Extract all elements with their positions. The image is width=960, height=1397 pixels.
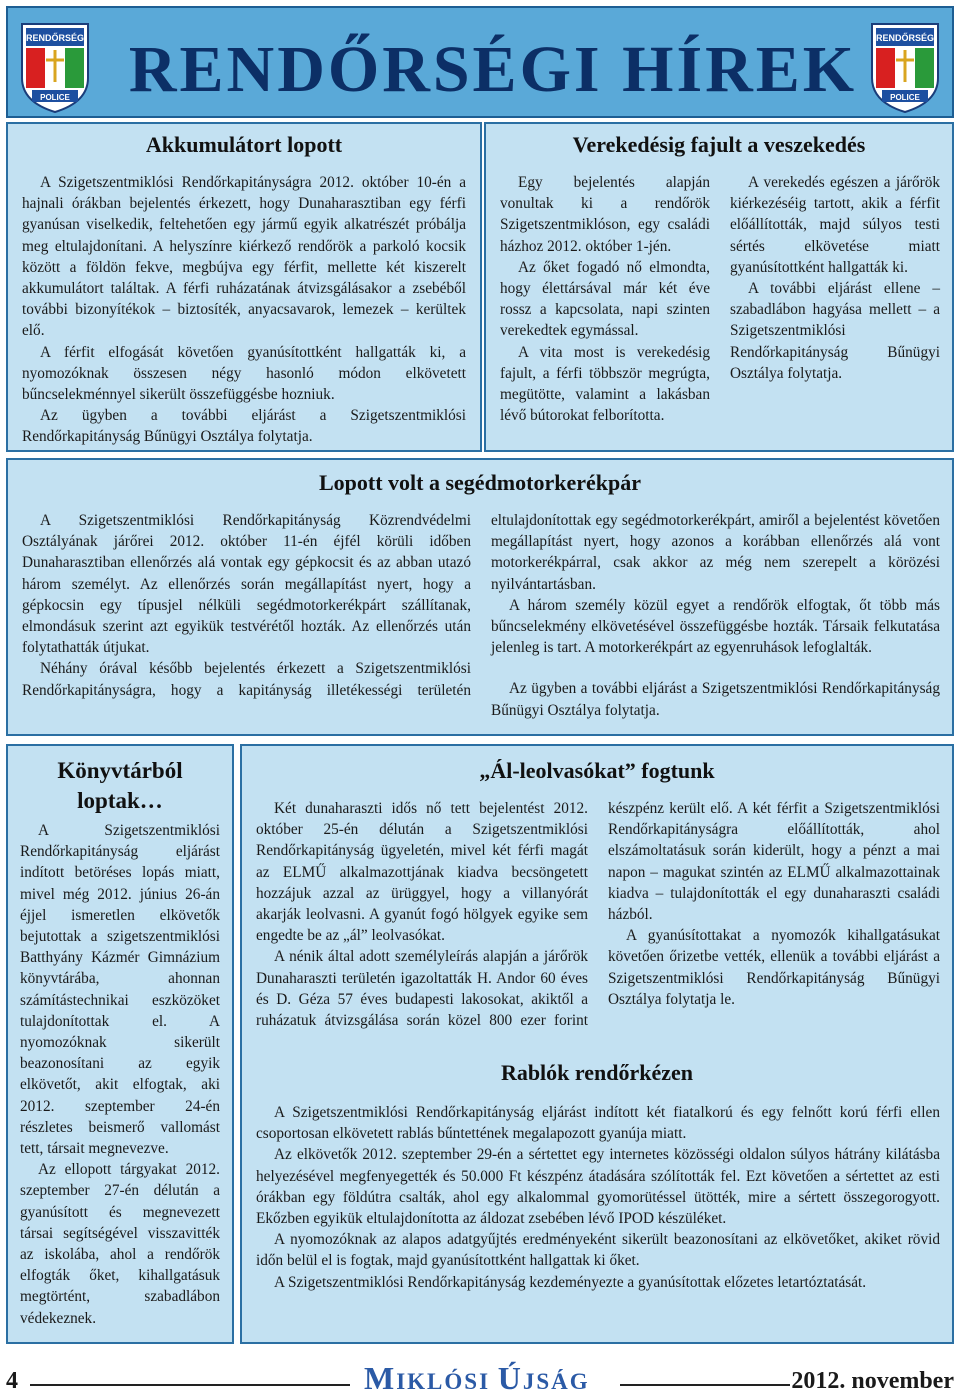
article-title: Akkumulátort lopott [145,132,343,157]
article-paragraph: Az ellopott tárgyakat 2012. szeptember 27-én délután a gyanúsított és megnevezett társai segítségével visszavitték az iskolába, ahol a rendőrök elfogták őket, kihallgatásuk megtörtént, szabadlábon védekeznek. [20,1161,220,1327]
article-paragraph: A verekedés egészen a járőrök kiérkezéséig tartott, akik a férfit előállították, majd súlyos testi sértés elkövetése miatt gyanúsítottként hallgatták ki. [730,174,940,276]
police-badge-right-icon [868,20,942,114]
article-paragraph: A nyomozóknak az alapos adatgyűjtés eredményeként sikerült beazonosítani az elkövetőket, akiket rövid időn belül el is fogtak, majd gyanúsítottként hallgattak ki őket. [256,1231,940,1270]
issue-date: 2012. november [791,1368,954,1394]
article-box-right [240,744,954,1344]
article-paragraph: Néhány órával később bejelentés érkezett a Szigetszentmiklósi Rendőrkapitányságra, hogy a kapitányság illetékességi területén eltulajdonítottak egy segédmotorkerékpárt, amiről a bejelentést követően megállapítást nyert, hogy azonos a korábban ellenőrzés alá vont motorkerékpárral, csak akkor az még nem szerepelt a körözési nyilvántartásban. [22,512,940,699]
article-body-rablok [256,1102,940,1293]
footer-rule-left [30,1384,350,1386]
newspaper-name: MIKLÓSI ÚJSÁG [364,1360,590,1396]
article-title: Verekedésig fajult a veszekedés [572,132,866,157]
article-paragraph: Az ügyben a további eljárást a Szigetszentmiklósi Rendőrkapitányság Bűnügyi Osztálya folytatja. [491,680,940,719]
page-title: RENDŐRSÉGI HÍREK [128,33,858,106]
article-segedmotor [6,458,954,736]
article-paragraph: Két dunaharaszti idős nő tett bejelentést 2012. október 25-én délután a Szigetszentmiklósi Rendőrkapitányság ügyeletén, mivel két férfi magát az ELMŰ alkalmazottjának kiadva becsöngetett hozzájuk azzal az ürüggyel, hogy a villanyórát akarják leolvasni. A gyanút fogó hölgyek egyike sem engedte be az „ál” leolvasókat. [256,800,588,945]
svg-text:RENDŐRSÉG: RENDŐRSÉG [25,33,85,43]
police-badge-left-icon [18,20,92,114]
article-title: Lopott volt a segédmotorkerékpár [318,470,641,495]
article-paragraph: A nénik által adott személyleírás alapján a járőrök Dunaharaszti területén igazoltatták H. Andor 60 éves és D. Géza 57 éves budapesti lakosokat, akiktől a ruházatuk átvizsgálása során közel 800 ezer forint készpénz került elő. A két férfit a Szigetszentmiklósi Rendőrkapitányságra előállították, ahol elszámoltatásuk során kiderült, hogy a pénzt a mai napon – magukat szintén az ELMŰ alkalmazottainak kiadva – tulajdonították el egy dunaharaszti családi házból. [256,800,940,1030]
article-paragraph: A férfit elfogását követően gyanúsítottként hallgatták ki, a nyomozóknak összesen négy hasonló módon elkövetett bűncselekménnyel sikerült összefüggésbe hozniuk. [22,343,466,404]
article-title-alleolvaso: „Ál-leolvasókat” fogtunk [479,758,715,783]
masthead-banner [6,6,954,118]
svg-text:RENDŐRSÉG: RENDŐRSÉG [875,33,935,43]
page-number: 4 [6,1368,18,1394]
article-paragraph: Az ügyben a további eljárást a Szigetszentmiklósi Rendőrkapitányság Bűnügyi Osztálya folytatja. [22,407,466,446]
article-paragraph: A Szigetszentmiklósi Rendőrkapitányság eljárást indított két fiatalkorú és egy felnőtt korú férfi ellen csoportosan elkövetett rablás bűntettének megalapozott gyanúja miatt. [256,1104,940,1143]
article-paragraph: A három személy közül egyet a rendőrök elfogtak, őt több más bűncselekmény elkövetésével összefüggésbe hozták. Társaik felkutatása jelenleg is tart. A motorkerékpárt az egyenruhások lefoglalták. [491,596,940,657]
article-paragraph: Egy bejelentés alapján vonultak ki a rendőrök Szigetszentmiklóson, egy családi házhoz 2012. október 1-jén. [500,174,710,255]
article-paragraph: Az elkövetők 2012. szeptember 29-én a sértettet egy internetes közösségi oldalon súlyos hátrány kilátásba helyezésével megfenyegették és 50.000 Ft készpénz átadására szólították fel. Ezt követően a sértettet az esti órákban egy földútra csalták, ahol egy alkalommal gyomorütéssel ütötték, mire a sértett összegorogyott. Ekőzben egyikük eltulajdonította az áldozat zsebében lévő IPOD készüléket. [256,1146,940,1228]
article-konyvtar [6,744,234,1344]
article-paragraph: A gyanúsítottakat a nyomozók kihallgatásukat követően őrizetbe vették, ellenük a további eljárást a Szigetszentmiklósi Rendőrkapitányság Bűnügyi Osztálya folytatja le. [608,927,940,1008]
article-body [20,820,220,1329]
article-title: Könyvtárból loptak… [57,758,183,813]
article-paragraph: Az őket fogadó nő elmondta, hogy élettársával már két éve rossz a kapcsolata, napi szinten verekedtek egymással. [500,258,710,340]
article-paragraph: A vita most is verekedésig fajult, a férfi többször megrúgta, megütötte, valamint a lakásban lévő bútorokat felborította. [500,343,710,425]
article-paragraph: A Szigetszentmiklósi Rendőrkapitányságra 2012. október 10-én a hajnali órákban bejelentés érkezett, hogy Dunaharasztiban egy férfi gyanúsan viselkedik, feltehetően egy jármű egyik alkatrészét próbálja meg eltulajdonítani. A helyszínre kiérkező rendőrök a parkoló kocsik között a földön fekve, megbújva egy férfit, mellette két kiszerelt akkumulátort találtak. A férfi ruházatának átvizsgálásakor a zsebéből további bizonyítékok – biztosíték, anyacsavarok, lemezek – kerültek elő. [22,174,466,340]
article-paragraph: A Szigetszentmiklósi Rendőrkapitányság eljárást indított betöréses lopás miatt, mivel még 2012. június 26-án éjjel ismeretlen elkövetők bejutottak a szigetszentmiklósi Batthyány Kázmér Gimnázium könyvtárába, ahonnan számítástechnikai eszközöket tulajdonítottak el. A nyomozóknak sikerült beazonosítani az egyik elkövetőt, akit elfogtak, aki 2012. szeptember 24-én részletes beismerő vallomást tett, társait megnevezve. [20,822,220,1158]
article-verekedes [484,122,954,452]
article-title-rablok: Rablók rendőrkézen [500,1060,694,1085]
svg-text:POLICE: POLICE [40,93,70,102]
svg-text:POLICE: POLICE [890,93,920,102]
footer-rule-right [620,1384,790,1386]
article-paragraph: A Szigetszentmiklósi Rendőrkapitányság kezdeményezte a gyanúsítottak előzetes letartóztatását. [274,1273,867,1291]
article-body [500,172,940,444]
article-body [22,510,940,732]
article-body-alleolvaso [256,798,940,1048]
article-akkumulator [6,122,482,452]
article-paragraph: A további eljárást ellene – szabadlábon hagyása mellett – a Szigetszentmiklósi Rendőrkapitányság Bűnügyi Osztálya folytatja. [730,280,940,382]
article-paragraph: A Szigetszentmiklósi Rendőrkapitányság Közrendvédelmi Osztályának járőrei 2012. október 11-én éjfél körüli időben Dunaharasztiban ellenőrzés alá vontak egy gépkocsit és az abban utazó három személyt. Az ellenőrzés során megállapítást nyert, hogy a gépkocsin egy típusjel nélküli segédmotorkerékpárt szállítanak, elmondásuk szerint azt egyikük testvérétől hozták. Az ellenőrzés után folytathatták útjukat. [22,512,471,657]
article-body [22,172,466,448]
